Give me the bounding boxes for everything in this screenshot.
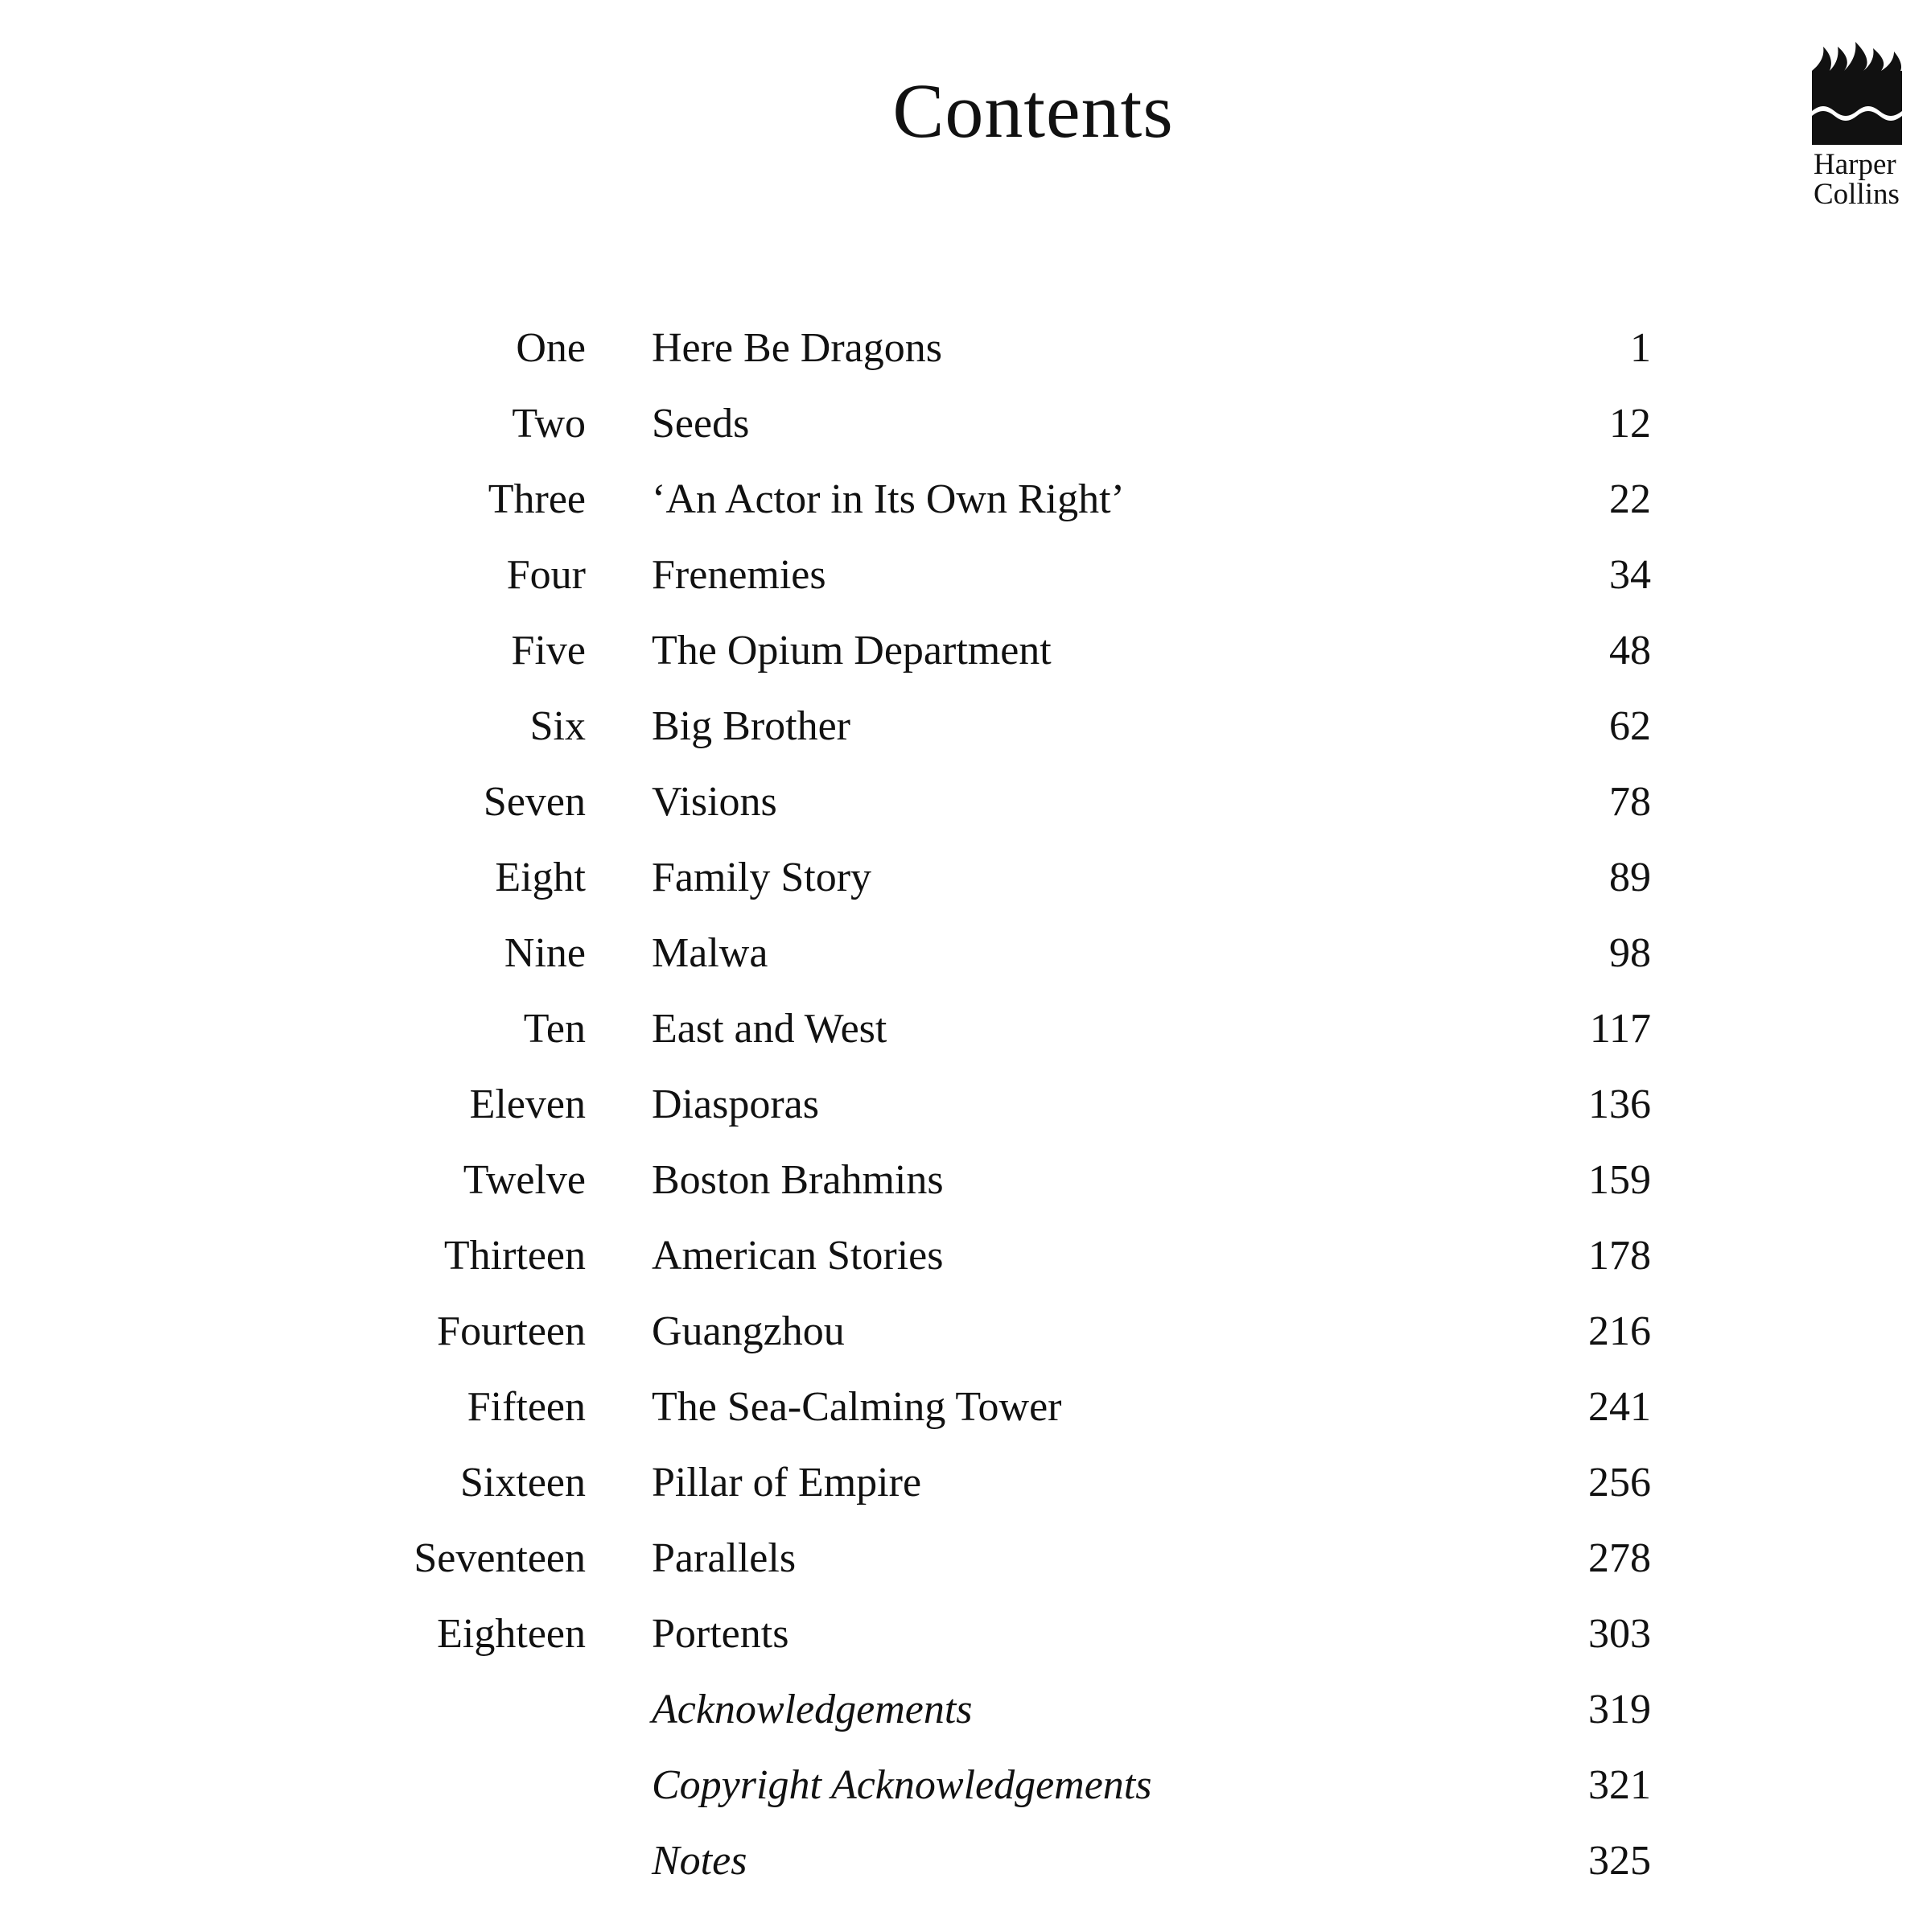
page-number: 319 <box>1588 1687 1651 1732</box>
page-number: 34 <box>1609 552 1651 598</box>
page-number: 178 <box>1588 1233 1651 1279</box>
toc-entry[interactable] <box>0 1370 1931 1445</box>
toc-entry[interactable] <box>0 1596 1931 1672</box>
logo-wordmark <box>1814 150 1907 209</box>
table-of-contents <box>0 311 1931 1899</box>
chapter-number: Five <box>511 628 586 674</box>
page-number: 325 <box>1588 1838 1651 1884</box>
chapter-title[interactable]: Guangzhou <box>652 1308 845 1354</box>
chapter-title[interactable]: East and West <box>652 1006 887 1052</box>
chapter-number: Sixteen <box>460 1460 586 1506</box>
chapter-title[interactable]: Diasporas <box>652 1081 819 1127</box>
chapter-title[interactable]: Pillar of Empire <box>652 1460 922 1506</box>
chapter-title[interactable]: ‘An Actor in Its Own Right’ <box>652 476 1125 522</box>
page-title: Contents <box>892 68 1174 154</box>
chapter-title[interactable]: Parallels <box>652 1535 797 1581</box>
chapter-title[interactable]: Here Be Dragons <box>652 325 942 371</box>
chapter-number: Four <box>506 552 586 598</box>
page-number: 22 <box>1609 476 1651 522</box>
chapter-title[interactable]: The Sea-Calming Tower <box>652 1384 1062 1430</box>
chapter-title[interactable]: The Opium Department <box>652 628 1052 674</box>
chapter-number: Nine <box>504 930 586 976</box>
page-number: 62 <box>1609 703 1651 749</box>
publisher-logo <box>1812 42 1907 209</box>
toc-entry[interactable] <box>0 991 1931 1067</box>
chapter-title[interactable]: Seeds <box>652 401 750 447</box>
page-number: 241 <box>1588 1384 1651 1430</box>
chapter-number: Three <box>488 476 586 522</box>
chapter-title[interactable]: Notes <box>652 1838 747 1884</box>
page-number: 117 <box>1589 1006 1651 1052</box>
chapter-number: Seven <box>483 779 586 825</box>
page-number: 12 <box>1609 401 1651 447</box>
toc-entry[interactable] <box>0 1445 1931 1521</box>
chapter-title[interactable]: Acknowledgements <box>652 1687 973 1732</box>
toc-entry[interactable] <box>0 764 1931 840</box>
page-number: 321 <box>1588 1762 1651 1808</box>
chapter-number: Eight <box>495 855 586 900</box>
toc-entry[interactable] <box>0 311 1931 386</box>
logo-wordmark-line2: Collins <box>1814 178 1900 211</box>
chapter-title[interactable]: Frenemies <box>652 552 826 598</box>
toc-entry[interactable] <box>0 1067 1931 1143</box>
chapter-title[interactable]: Malwa <box>652 930 768 976</box>
chapter-number: Ten <box>523 1006 586 1052</box>
page-number: 98 <box>1609 930 1651 976</box>
page-number: 48 <box>1609 628 1651 674</box>
chapter-title[interactable]: Big Brother <box>652 703 850 749</box>
toc-entry[interactable] <box>0 1748 1931 1823</box>
chapter-number: Fourteen <box>437 1308 586 1354</box>
chapter-number: Eighteen <box>437 1611 586 1657</box>
toc-entry[interactable] <box>0 1218 1931 1294</box>
page-number: 216 <box>1588 1308 1651 1354</box>
chapter-title[interactable]: American Stories <box>652 1233 944 1279</box>
chapter-number: One <box>516 325 586 371</box>
toc-entry[interactable] <box>0 538 1931 613</box>
toc-entry[interactable] <box>0 840 1931 916</box>
toc-entry[interactable] <box>0 1823 1931 1899</box>
chapter-title[interactable]: Copyright Acknowledgements <box>652 1762 1152 1808</box>
toc-entry[interactable] <box>0 462 1931 538</box>
toc-entry[interactable] <box>0 1143 1931 1218</box>
page-number: 78 <box>1609 779 1651 825</box>
toc-entry[interactable] <box>0 386 1931 462</box>
toc-entry[interactable] <box>0 1521 1931 1596</box>
chapter-title[interactable]: Boston Brahmins <box>652 1157 944 1203</box>
page-number: 159 <box>1588 1157 1651 1203</box>
chapter-number: Two <box>512 401 586 447</box>
chapter-title[interactable]: Visions <box>652 779 777 825</box>
page-number: 89 <box>1609 855 1651 900</box>
toc-entry[interactable] <box>0 1672 1931 1748</box>
logo-wordmark-line1: Harper <box>1814 148 1896 181</box>
harpercollins-flame-and-waves-icon <box>1812 42 1902 145</box>
chapter-number: Six <box>529 703 586 749</box>
page-number: 136 <box>1588 1081 1651 1127</box>
page-number: 1 <box>1630 325 1651 371</box>
chapter-number: Eleven <box>469 1081 586 1127</box>
toc-entry[interactable] <box>0 916 1931 991</box>
chapter-title[interactable]: Family Story <box>652 855 872 900</box>
chapter-number: Thirteen <box>443 1233 586 1279</box>
chapter-number: Twelve <box>463 1157 586 1203</box>
chapter-number: Seventeen <box>414 1535 586 1581</box>
toc-entry[interactable] <box>0 1294 1931 1370</box>
chapter-number: Fifteen <box>467 1384 586 1430</box>
page-number: 278 <box>1588 1535 1651 1581</box>
toc-entry[interactable] <box>0 613 1931 689</box>
page-number: 256 <box>1588 1460 1651 1506</box>
chapter-title[interactable]: Portents <box>652 1611 789 1657</box>
page-number: 303 <box>1588 1611 1651 1657</box>
toc-entry[interactable] <box>0 689 1931 764</box>
